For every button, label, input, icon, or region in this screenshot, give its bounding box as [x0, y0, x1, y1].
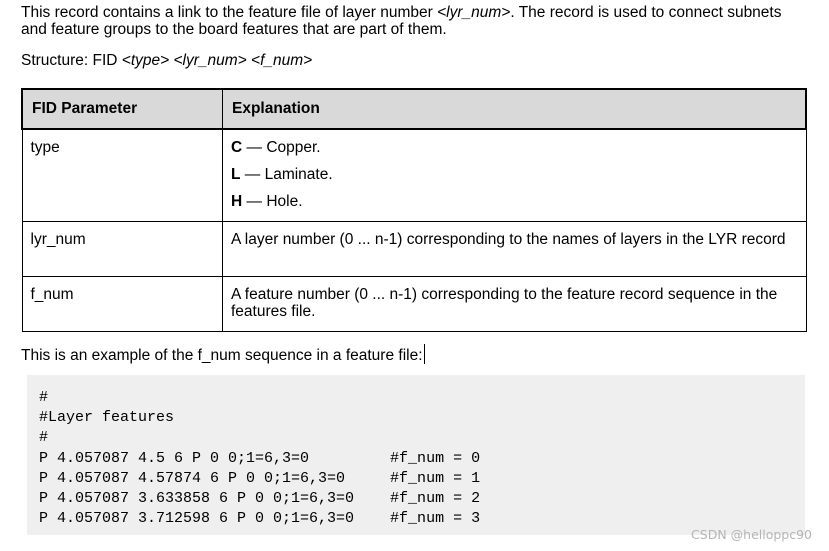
structure-line: [21, 52, 312, 70]
watermark: CSDN @helloppc90: [691, 527, 812, 542]
code-line: P 4.057087 4.57874 6 P 0 0;1=6,3=0 #f_num = 1: [39, 469, 481, 487]
intro-paragraph: [21, 4, 811, 38]
code-line: #: [39, 389, 49, 406]
type-options: [223, 129, 807, 222]
code-line: P 4.057087 3.633858 6 P 0 0;1=6,3=0 #f_num = 2: [39, 490, 481, 508]
code-line: P 4.057087 4.5 6 P 0 0;1=6,3=0 #f_num = 0: [39, 449, 481, 467]
intro-text-1: This record contains a link to the feature file of layer number: [21, 4, 438, 21]
intro-text-2: . The record is used to connect subnets and feature groups to the board features that are part of them.: [21, 4, 782, 38]
code-block: [27, 375, 805, 535]
structure-f-num: <f_num>: [251, 52, 313, 69]
option-code-c: C: [231, 139, 243, 156]
code-line: #Layer features: [39, 409, 175, 427]
option-desc-laminate: — Laminate.: [240, 166, 333, 183]
code-line: P 4.057087 3.712598 6 P 0 0;1=6,3=0 #f_num = 3: [39, 510, 481, 528]
explanation-f-num: A feature number (0 ... n-1) corresponding to the feature record sequence in the features file.: [223, 277, 807, 332]
code-line: #: [39, 429, 49, 447]
param-f-num: f_num: [22, 277, 223, 332]
option-desc-copper: — Copper.: [242, 139, 321, 156]
text-cursor: [424, 344, 425, 364]
fid-parameter-table: [21, 88, 807, 332]
type-option-hole: [231, 193, 798, 210]
structure-type: <type>: [121, 52, 170, 69]
option-code-l: L: [231, 166, 241, 183]
header-fid-parameter: FID Parameter: [22, 89, 223, 129]
table-row-f-num: [22, 277, 806, 332]
table-row-lyr-num: [22, 222, 806, 277]
example-intro[interactable]: [21, 344, 425, 365]
option-code-h: H: [231, 193, 243, 210]
type-option-copper: [231, 139, 798, 156]
table-header-row: [22, 89, 806, 129]
option-desc-hole: — Hole.: [242, 193, 303, 210]
type-option-laminate: [231, 166, 798, 183]
structure-prefix: Structure: FID: [21, 52, 122, 69]
intro-lyr-num: <lyr_num>: [437, 4, 511, 21]
header-explanation: Explanation: [223, 89, 807, 129]
param-lyr-num: lyr_num: [22, 222, 223, 277]
table-row-type: [22, 129, 806, 222]
explanation-lyr-num: A layer number (0 ... n-1) corresponding to the names of layers in the LYR record: [223, 222, 807, 277]
param-type: type: [22, 129, 223, 222]
example-intro-text: This is an example of the f_num sequence in a feature file:: [21, 347, 423, 364]
structure-lyr-num: <lyr_num>: [173, 52, 247, 69]
